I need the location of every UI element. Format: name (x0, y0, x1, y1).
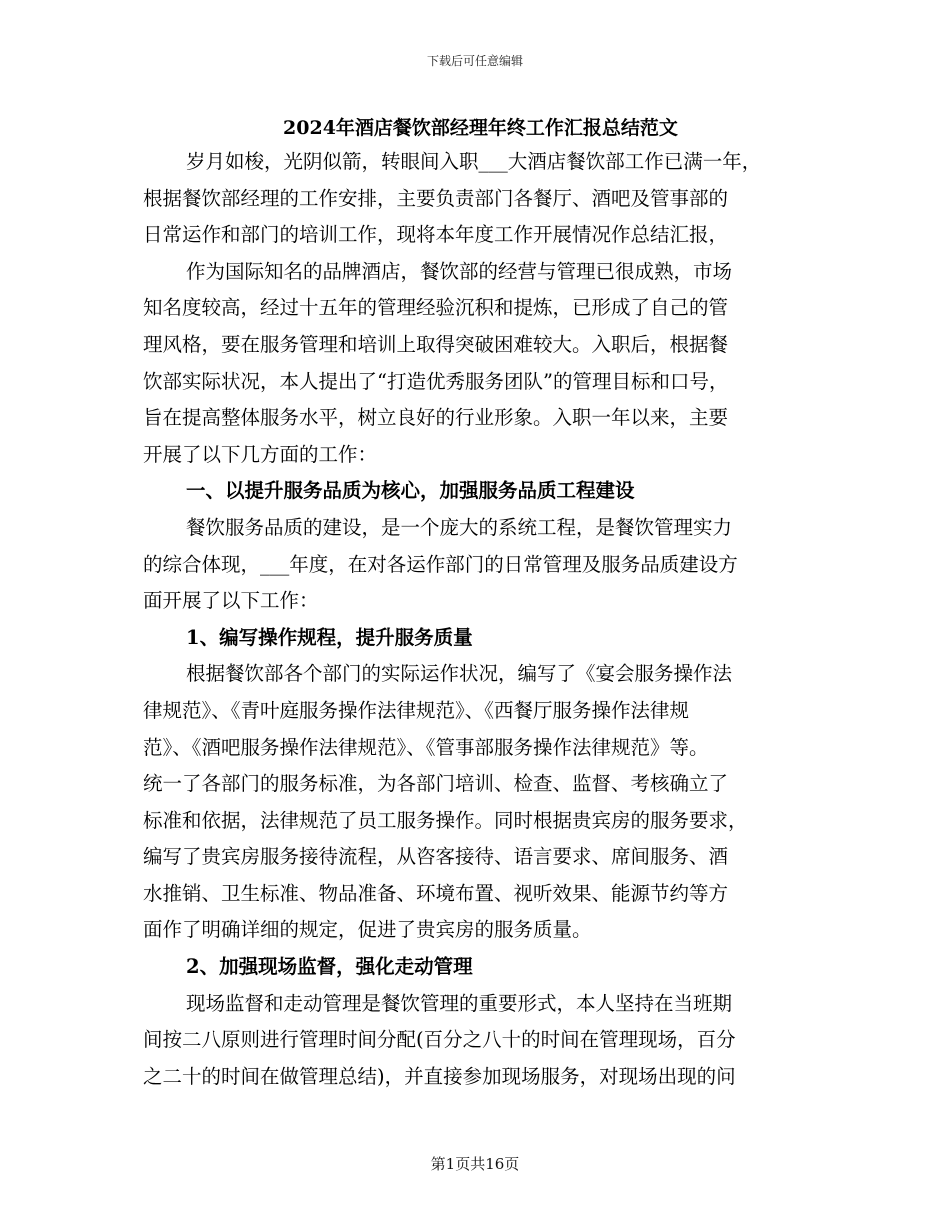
section-heading: 一、以提升服务品质为核心，加强服务品质工程建设 (186, 479, 635, 503)
paragraph (143, 254, 808, 474)
paragraph-line: 饮部实际状况，本人提出了“打造优秀服务团队”的管理目标和口号， (143, 369, 729, 393)
paragraph (143, 510, 808, 620)
paragraph-line: 面作了明确详细的规定，促进了贵宾房的服务质量。 (143, 918, 592, 942)
paragraph-line: 水推销、卫生标准、物品准备、环境布置、视听效果、能源节约等方 (143, 881, 729, 905)
document-body (143, 112, 808, 1095)
paragraph (143, 144, 808, 254)
paragraph (143, 656, 808, 949)
paragraph-line: 面开展了以下工作： (143, 589, 319, 613)
paragraph-line: 旨在提高整体服务水平，树立良好的行业形象。入职一年以来，主要 (143, 406, 729, 430)
paragraph-line: 统一了各部门的服务标准，为各部门培训、检查、监督、考核确立了 (143, 772, 729, 796)
paragraph-line: 编写了贵宾房服务接待流程，从咨客接待、语言要求、席间服务、酒 (143, 845, 729, 869)
paragraph-line: 餐饮服务品质的建设，是一个庞大的系统工程，是餐饮管理实力 (186, 515, 733, 539)
page-header: 下载后可任意编辑 (426, 54, 523, 68)
paragraph-line: 之二十的时间在做管理总结)，并直接参加现场服务，对现场出现的问 (143, 1064, 736, 1088)
paragraph-line: 知名度较高，经过十五年的管理经验沉积和提炼，已形成了自己的管 (143, 296, 729, 320)
paragraph-line: 开展了以下几方面的工作： (143, 442, 378, 466)
paragraph-line: 根据餐饮部经理的工作安排，主要负责部门各餐厅、酒吧及管事部的 (143, 186, 729, 210)
paragraph-line: 根据餐饮部各个部门的实际运作状况，编写了《宴会服务操作法 (186, 662, 733, 686)
paragraph-line: 范》、《酒吧服务操作法律规范》、《管事部服务操作法律规范》等。 (143, 735, 709, 759)
paragraph-line: 标准和依据，法律规范了员工服务操作。同时根据贵宾房的服务要求， (143, 808, 748, 832)
paragraph (143, 986, 808, 1096)
paragraph-line: 日常运作和部门的培训工作，现将本年度工作开展情况作总结汇报， (143, 223, 729, 247)
paragraph-line: 理风格，要在服务管理和培训上取得突破困难较大。入职后，根据餐 (143, 332, 729, 356)
page-footer: 第1页共16页 (430, 1155, 520, 1173)
paragraph-line: 的综合体现，___年度，在对各运作部门的日常管理及服务品质建设方 (143, 552, 738, 576)
section-heading: 1、编写操作规程，提升服务质量 (186, 625, 473, 649)
document-content (143, 144, 808, 1095)
paragraph-line: 现场监督和走动管理是餐饮管理的重要形式，本人坚持在当班期 (186, 991, 733, 1015)
paragraph-line: 间按二八原则进行管理时间分配(百分之八十的时间在管理现场，百分 (143, 1028, 736, 1052)
paragraph-line: 律规范》、《青叶庭服务操作法律规范》、《西餐厅服务操作法律规 (143, 698, 690, 722)
document-title: 2024年酒店餐饮部经理年终工作汇报总结范文 (283, 117, 678, 139)
paragraph-line: 岁月如梭，光阴似箭，转眼间入职___大酒店餐饮部工作已满一年， (186, 150, 762, 173)
section-heading: 2、加强现场监督，强化走动管理 (186, 955, 473, 979)
paragraph-line: 作为国际知名的品牌酒店，餐饮部的经营与管理已很成熟，市场 (186, 259, 733, 283)
